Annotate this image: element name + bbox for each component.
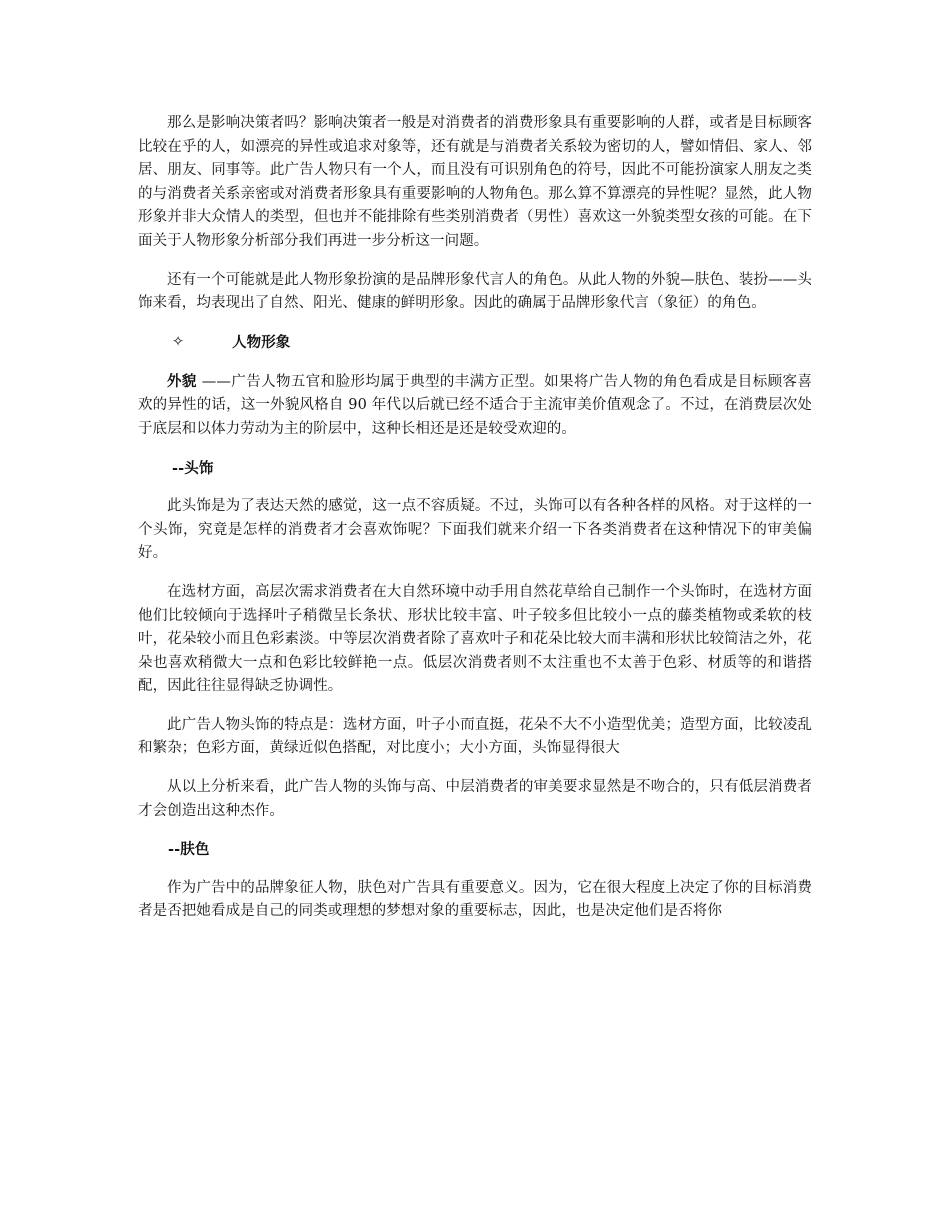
appearance-text: ——广告人物五官和脸形均属于典型的丰满方正型。如果将广告人物的角色看成是目标顾客喜欢的异性的话，这一外貌风格自 90 年代以后就已经不适合于主流审美价值观念了。不过，在消费层次处于底层和以体力劳动为主的阶层中，这种长相还是还是较受欢迎的。 [138, 373, 812, 437]
section-heading [138, 331, 812, 355]
paragraph-headdress-features: 此广告人物头饰的特点是：选材方面，叶子小而直挺，花朵不大不小造型优美；造型方面，比较凌乱和繁杂；色彩方面，黄绿近似色搭配，对比度小；大小方面，头饰显得很大 [138, 716, 812, 757]
document-page [138, 112, 812, 939]
subheading-headdress: --头饰 [172, 459, 214, 477]
paragraph-material-choice: 在选材方面，高层次需求消费者在大自然环境中动手用自然花草给自己制作一个头饰时，在选材方面他们比较倾向于选择叶子稍微呈长条状、形状比较丰富、叶子较多但比较小一点的藤类植物或柔软的枝叶，花朵较小而且色彩素淡。中等层次消费者除了喜欢叶子和花朵比较大而丰满和形状比较简洁之外，花朵也喜欢稍微大一点和色彩比较鲜艳一点。低层次消费者则不太注重也不太善于色彩、材质等的和谐搭配，因此往往显得缺乏协调性。 [138, 583, 812, 695]
subheading-skin-color: --肤色 [168, 841, 210, 859]
paragraph-brand-spokesperson: 还有一个可能就是此人物形象扮演的是品牌形象代言人的角色。从此人物的外貌—肤色、装扮——头饰来看，均表现出了自然、阳光、健康的鲜明形象。因此的确属于品牌形象代言（象征）的角色。 [138, 271, 812, 312]
appearance-label: 外貌 [167, 372, 197, 390]
paragraph-skin-color: 作为广告中的品牌象征人物，肤色对广告具有重要意义。因为，它在很大程度上决定了你的目标消费者是否把她看成是自己的同类或理想的梦想对象的重要标志，因此，也是决定他们是否将你 [138, 879, 812, 920]
paragraph-influencer: 那么是影响决策者吗？影响决策者一般是对消费者的消费形象具有重要影响的人群，或者是目标顾客比较在乎的人，如漂亮的异性或追求对象等，还有就是与消费者关系较为密切的人，譬如情侣、家人、邻居、朋友、同事等。此广告人物只有一个人，而且没有可识别角色的符号，因此不可能扮演家人朋友之类的与消费者关系亲密或对消费者形象具有重要影响的人物角色。那么算不算漂亮的异性呢？显然，此人物形象并非大众情人的类型，但也并不能排除有些类别消费者（男性）喜欢这一外貌类型女孩的可能。在下面关于人物形象分析部分我们再进一步分析这一问题。 [138, 115, 812, 249]
paragraph-headdress-conclusion: 从以上分析来看，此广告人物的头饰与高、中层消费者的审美要求显然是不吻合的，只有低层消费者才会创造出这种杰作。 [138, 779, 812, 819]
paragraph-appearance [138, 370, 812, 442]
paragraph-headdress-intro: 此头饰是为了表达天然的感觉，这一点不容质疑。不过，头饰可以有各种各样的风格。对于这样的一个头饰，究竟是怎样的消费者才会喜欢饰呢？下面我们就来介绍一下各类消费者在这种情况下的审美偏好。 [138, 498, 812, 562]
section-title: 人物形象 [232, 333, 291, 351]
diamond-bullet-icon: ✧ [172, 333, 185, 350]
